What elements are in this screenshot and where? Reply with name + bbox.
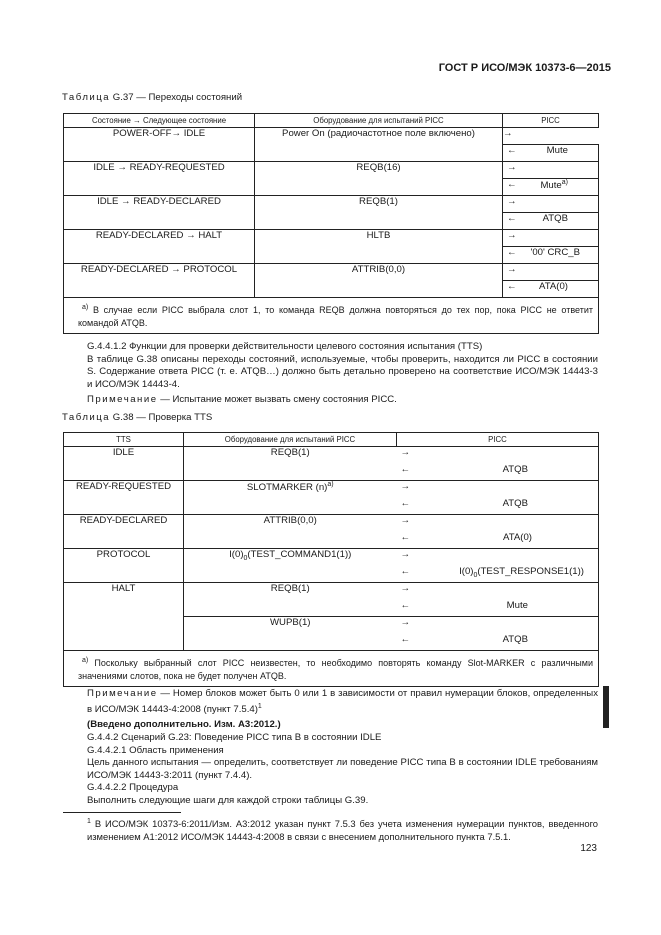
arrow-cell: [397, 515, 599, 532]
tts-cell: PROTOCOL: [64, 549, 184, 583]
table-g37-caption: [62, 92, 242, 103]
picc-response: Mute: [546, 145, 569, 156]
tts-cell: HALT: [64, 583, 184, 651]
state-cell: POWER-OFF→ IDLE: [64, 128, 255, 162]
picc-cell: [397, 566, 599, 583]
table-note: [64, 651, 599, 687]
picc-response: ATQB: [502, 463, 528, 475]
arrow-cell: [397, 583, 599, 600]
arrow-left: ←: [507, 247, 517, 258]
arrow-cell: [503, 264, 599, 281]
note-text: — Испытание может вызвать смену состояния PICC.: [157, 394, 397, 406]
page-number: 123: [580, 843, 597, 854]
picc-cell: [397, 464, 599, 481]
arrow-cell: [503, 230, 599, 247]
section-heading: G.4.4.2.2 Процедура: [87, 782, 179, 794]
picc-cell: [503, 247, 599, 264]
arrow-left: ←: [400, 633, 411, 645]
pcd-cell: ATTRIB(0,0): [255, 264, 503, 298]
table-row: [64, 583, 599, 600]
picc-response: [459, 566, 584, 579]
footnote-body: В ИСО/МЭК 10373-6:2011/Изм. А3:2012 указан пункт 7.5.3 без учета изменения нумерации пунктов, введенного изменением А1:2012 ИСО/МЭК 14443-4:2008 в связи с внесением дополнительного пункта 7.5.1.: [87, 818, 598, 842]
body-text: [63, 688, 598, 808]
table-g38-caption: [62, 412, 212, 423]
paragraph-text: В таблице G.38 описаны переходы состояний, используемые, чтобы проверить, находится ли PICC в состоянии S. Содержание ответа PICC (т. е. ATQB…) должно быть детально проверено на соответствие ИСО/МЭК 14443-3 и ИСО/МЭК 14443-4.: [87, 353, 598, 390]
picc-cell: [397, 532, 599, 549]
section-heading: G.4.4.1.2 Функции для проверки действительности целевого состояния испытания (TTS): [87, 341, 483, 352]
table-note-row: [64, 651, 599, 687]
tts-cell: READY-DECLARED: [64, 515, 184, 549]
arrow-cell: [503, 128, 599, 145]
table-row: [64, 515, 599, 532]
tts-cell: READY-REQUESTED: [64, 481, 184, 515]
arrow-right: →: [503, 128, 513, 139]
note-text: Поскольку выбранный слот PICC неизвестен, то необходимо повторять команду Slot-MARKER с различными значениями слотов, пока не будет получен ATQB.: [78, 658, 593, 681]
arrow-right: →: [400, 447, 411, 458]
change-bar: [603, 686, 609, 728]
arrow-left: ←: [400, 497, 411, 509]
arrow-cell: [503, 196, 599, 213]
picc-text: I(0): [459, 565, 474, 577]
table-row: [64, 264, 599, 281]
picc-response: Mute: [506, 599, 528, 611]
picc-cell: [503, 145, 599, 162]
picc-text-rest: (TEST_RESPONSE1(1)): [477, 565, 584, 577]
arrow-left: ←: [400, 599, 411, 611]
arrow-left: ←: [507, 145, 517, 156]
arrow-right: →: [400, 515, 411, 526]
pcd-empty-cell: [184, 498, 397, 515]
picc-response: ATQB: [542, 213, 569, 224]
arrow-left: ←: [400, 531, 411, 543]
arrow-left: ←: [507, 281, 517, 292]
arrow-left: ←: [507, 213, 517, 224]
note-text: — Номер блоков может быть 0 или 1 в зависимости от правил нумерации блоков, определенных в ИСО/МЭК 14443-4:2008 (пункт 7.5.4): [87, 688, 598, 715]
arrow-right: →: [507, 196, 517, 207]
picc-subscript: 0: [473, 571, 478, 579]
arrow-right: →: [400, 481, 411, 492]
picc-response: ATQB: [502, 497, 528, 509]
picc-response: [540, 179, 568, 191]
arrow-left: ←: [507, 179, 517, 190]
amendment-note: (Введено дополнительно. Изм. А3:2012.): [87, 719, 281, 731]
pcd-empty-cell: [184, 566, 397, 583]
pcd-text: SLOTMARKER (n): [246, 482, 328, 494]
pcd-cell: REQB(1): [184, 447, 397, 464]
table-g38: [63, 432, 599, 687]
table-row: [64, 162, 599, 179]
pcd-cell: REQB(1): [184, 583, 397, 600]
picc-response: ATA(0): [503, 531, 532, 543]
table-row: [64, 128, 599, 145]
footnote-ref: a): [561, 179, 569, 186]
arrow-right: →: [507, 230, 517, 241]
picc-cell: [503, 281, 599, 298]
header-pcd: Оборудование для испытаний PICC: [255, 114, 503, 128]
header-pcd: Оборудование для испытаний PICC: [184, 433, 397, 447]
table-g37-caption-label: Таблица: [62, 92, 111, 103]
state-cell: IDLE → READY-DECLARED: [64, 196, 255, 230]
note-label: Примечание: [87, 394, 158, 406]
note-label: Примечание: [87, 688, 158, 699]
pcd-text: I(0): [229, 549, 244, 560]
footnote-mark: 1: [87, 818, 91, 825]
arrow-right: →: [400, 583, 411, 594]
arrow-right: →: [507, 162, 517, 173]
picc-response: '00' CRC_B: [530, 247, 581, 258]
section-heading: G.4.4.2 Сценарий G.23: Поведение PICC типа B в состоянии IDLE: [87, 731, 382, 743]
table-g38-caption-text: G.38 — Проверка TTS: [110, 412, 213, 423]
pcd-subscript: 0: [243, 554, 248, 562]
state-cell: READY-DECLARED → HALT: [64, 230, 255, 264]
table-row: [64, 549, 599, 566]
note-paragraph: [63, 394, 598, 407]
table-g37-caption-text: G.37 — Переходы состояний: [110, 92, 243, 103]
arrow-left: ←: [400, 565, 411, 577]
table-header-row: [64, 114, 599, 128]
table-note: [64, 298, 599, 334]
state-cell: READY-DECLARED → PROTOCOL: [64, 264, 255, 298]
pcd-empty-cell: [184, 464, 397, 481]
arrow-right: →: [400, 549, 411, 560]
state-cell: IDLE → READY-REQUESTED: [64, 162, 255, 196]
picc-cell: [503, 213, 599, 230]
table-header-row: [64, 433, 599, 447]
arrow-cell: [397, 549, 599, 566]
table-row: [64, 230, 599, 247]
pcd-empty-cell: [184, 600, 397, 617]
picc-response-text: Mute: [540, 180, 562, 192]
pcd-cell: [184, 549, 397, 566]
arrow-cell: [397, 617, 599, 634]
footnote-text: [63, 816, 598, 843]
table-g37: [63, 113, 599, 334]
pcd-cell: REQB(1): [255, 196, 503, 230]
section-paragraph: [63, 341, 598, 407]
table-note-row: [64, 298, 599, 334]
arrow-right: →: [507, 264, 517, 275]
picc-cell: [397, 634, 599, 651]
table-row: [64, 481, 599, 498]
table-row: [64, 196, 599, 213]
arrow-cell: [397, 447, 599, 464]
header-state: Состояние → Следующее состояние: [64, 114, 255, 128]
arrow-right: →: [400, 617, 411, 628]
pcd-cell: Power On (радиочастотное поле включено): [255, 128, 503, 162]
note-mark: a): [82, 304, 89, 311]
section-heading: G.4.4.2.1 Область применения: [87, 744, 224, 756]
paragraph-text: Выполнить следующие шаги для каждой строки таблицы G.39.: [87, 794, 369, 806]
picc-response: ATA(0): [539, 281, 569, 292]
header-picc: PICC: [397, 433, 599, 447]
footnote-ref: 1: [257, 702, 262, 710]
tts-cell: IDLE: [64, 447, 184, 481]
document-header: ГОСТ Р ИСО/МЭК 10373-6—2015: [438, 62, 611, 74]
footnote: [63, 816, 598, 843]
arrow-cell: [397, 481, 599, 498]
pcd-cell: REQB(16): [255, 162, 503, 196]
table-row: [64, 447, 599, 464]
footnote-ref: a): [327, 481, 334, 488]
note-text: В случае если PICC выбрала слот 1, то команда REQB должна повторяться до тех пор, пока PICC не ответит командой ATQB.: [78, 305, 594, 328]
pcd-cell: ATTRIB(0,0): [184, 515, 397, 532]
pcd-empty-cell: [184, 532, 397, 549]
picc-cell: [503, 179, 599, 196]
pcd-cell: [184, 481, 397, 498]
pcd-cell: WUPB(1): [184, 617, 397, 634]
header-picc: PICC: [503, 114, 599, 128]
pcd-empty-cell: [184, 634, 397, 651]
table-g38-caption-label: Таблица: [62, 412, 111, 423]
picc-cell: [397, 498, 599, 515]
header-tts: TTS: [64, 433, 184, 447]
arrow-cell: [503, 162, 599, 179]
arrow-left: ←: [400, 463, 411, 475]
note-paragraph: [63, 688, 598, 716]
pcd-text-rest: (TEST_COMMAND1(1)): [247, 549, 352, 560]
footnote-separator: [63, 812, 181, 813]
pcd-cell: HLTB: [255, 230, 503, 264]
picc-cell: [397, 600, 599, 617]
picc-response: ATQB: [502, 633, 528, 645]
paragraph-text: Цель данного испытания — определить, соответствует ли поведение PICC типа B в состоянии IDLE требованиям ИСО/МЭК 14443-3:2011 (пункт 7.4.4).: [87, 757, 598, 781]
note-mark: a): [82, 657, 89, 664]
